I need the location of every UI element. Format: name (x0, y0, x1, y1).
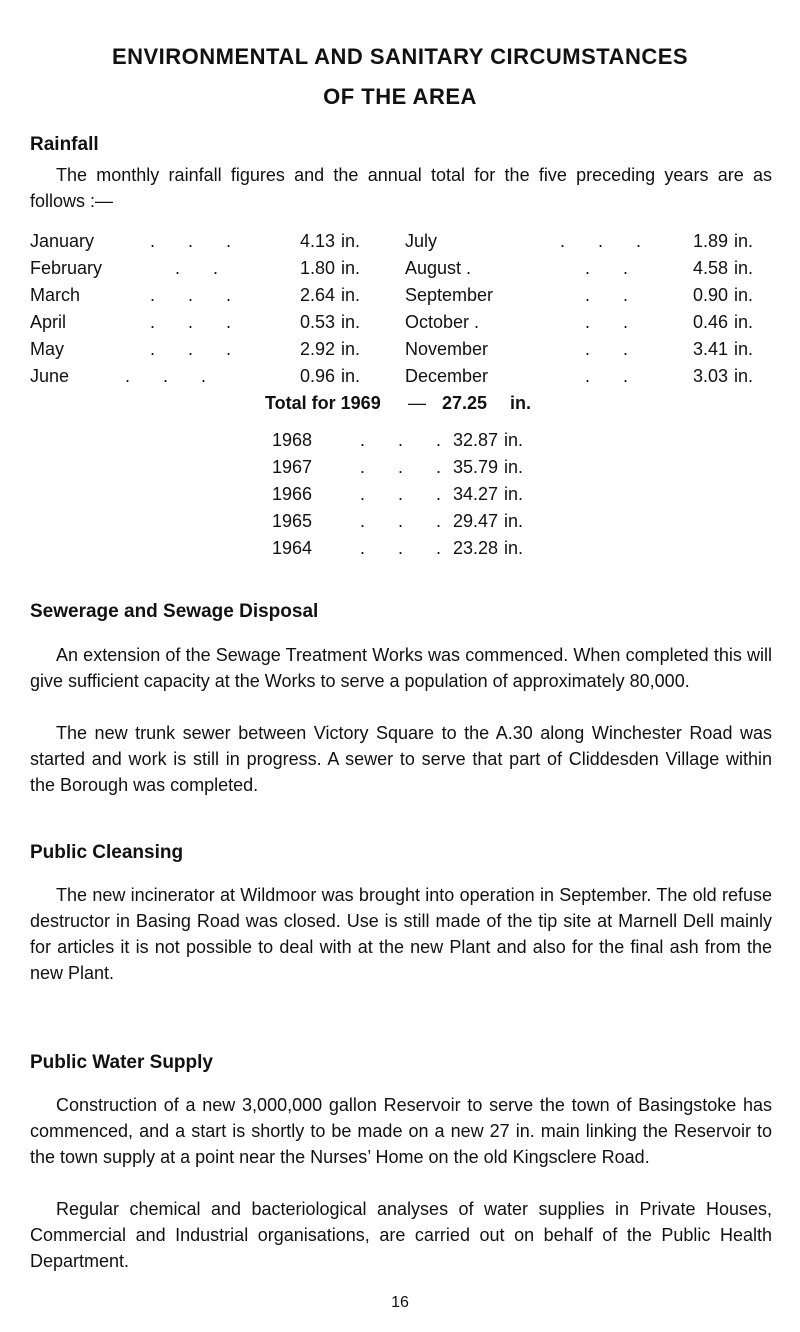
total-dash: — (408, 393, 426, 413)
page-subtitle: OF THE AREA (323, 84, 477, 109)
total-label: Total for 1969 (265, 393, 381, 413)
leader-dots: . . . (360, 484, 456, 504)
rainfall-total-row (0, 389, 800, 417)
rainfall-year-row (0, 534, 800, 562)
rainfall-month-row (0, 227, 800, 255)
leader-dots: . . . (150, 285, 246, 305)
month-name: October . (405, 312, 480, 332)
leader-dots: . . (585, 366, 643, 386)
month-value: 0.90 (692, 285, 728, 305)
year-label: 1964 (272, 538, 313, 558)
year-value: 35.79 (452, 457, 498, 477)
year-value: 32.87 (452, 430, 498, 450)
month-value: 2.92 (299, 339, 335, 359)
unit-label: in. (734, 366, 754, 386)
month-value: 4.58 (692, 258, 728, 278)
year-label: 1967 (272, 457, 313, 477)
unit-label: in. (734, 285, 754, 305)
unit-label: in. (504, 484, 524, 504)
unit-label: in. (341, 258, 361, 278)
leader-dots: . . (585, 285, 643, 305)
month-name: February (30, 258, 103, 278)
rainfall-month-row (0, 308, 800, 336)
total-unit: in. (510, 393, 531, 413)
month-name: August . (405, 258, 472, 278)
page-number: 16 (391, 1294, 409, 1311)
total-value: 27.25 (442, 393, 488, 413)
unit-label: in. (341, 339, 361, 359)
year-label: 1966 (272, 484, 313, 504)
month-name: November (405, 339, 489, 359)
unit-label: in. (341, 231, 361, 251)
month-value: 1.80 (299, 258, 335, 278)
month-value: 0.46 (692, 312, 728, 332)
unit-label: in. (734, 339, 754, 359)
leader-dots: . . . (150, 231, 246, 251)
rainfall-year-row (0, 426, 800, 454)
water-supply-paragraph-2: Regular chemical and bacteriological analyses of water supplies in Private Houses, Commercial and Industrial organisations, are carried out on behalf of the Public Health Department. (30, 1199, 772, 1271)
unit-label: in. (504, 457, 524, 477)
leader-dots: . . . (360, 511, 456, 531)
unit-label: in. (504, 511, 524, 531)
leader-dots: . . . (360, 457, 456, 477)
sewerage-heading: Sewerage and Sewage Disposal (30, 601, 319, 622)
leader-dots: . . . (150, 312, 246, 332)
leader-dots: . . . (150, 339, 246, 359)
unit-label: in. (504, 538, 524, 558)
month-value: 2.64 (299, 285, 335, 305)
month-name: September (405, 285, 494, 305)
rainfall-year-row (0, 453, 800, 481)
unit-label: in. (734, 258, 754, 278)
year-value: 34.27 (452, 484, 498, 504)
month-value: 0.96 (299, 366, 335, 386)
year-label: 1968 (272, 430, 313, 450)
leader-dots: . . (585, 312, 643, 332)
unit-label: in. (341, 366, 361, 386)
month-name: January (30, 231, 95, 251)
rainfall-year-row (0, 480, 800, 508)
leader-dots: . . . (360, 538, 456, 558)
leader-dots: . . . (360, 430, 456, 450)
leader-dots: . . (585, 258, 643, 278)
month-value: 4.13 (299, 231, 335, 251)
cleansing-paragraph: The new incinerator at Wildmoor was brought into operation in September. The old refuse destructor in Basing Road was closed. Use is still made of the tip site at Marnell Dell mainly for articles it is not possible to deal with at the new Plant and also for the final ash from the new Plant. (30, 885, 772, 983)
water-supply-heading: Public Water Supply (30, 1052, 213, 1073)
page-title: ENVIRONMENTAL AND SANITARY CIRCUMSTANCES (111, 44, 689, 69)
cleansing-heading: Public Cleansing (30, 842, 184, 863)
sewerage-paragraph-2: The new trunk sewer between Victory Square to the A.30 along Winchester Road was started and work is still in progress. A sewer to serve that part of Cliddesden Village within the Borough was completed. (30, 723, 772, 795)
rainfall-month-row (0, 362, 800, 390)
month-name: July (405, 231, 438, 251)
month-value: 0.53 (299, 312, 335, 332)
unit-label: in. (734, 312, 754, 332)
unit-label: in. (504, 430, 524, 450)
leader-dots: . . (585, 339, 643, 359)
leader-dots: . . . (560, 231, 656, 251)
month-name: June (30, 366, 70, 386)
leader-dots: . . . (125, 366, 221, 386)
rainfall-year-row (0, 507, 800, 535)
unit-label: in. (341, 285, 361, 305)
month-value: 3.03 (692, 366, 728, 386)
unit-label: in. (341, 312, 361, 332)
month-name: April (30, 312, 67, 332)
month-value: 3.41 (692, 339, 728, 359)
rainfall-heading: Rainfall (30, 134, 99, 155)
month-name: May (30, 339, 65, 359)
month-name: March (30, 285, 81, 305)
water-supply-paragraph-1: Construction of a new 3,000,000 gallon Reservoir to serve the town of Basingstoke has commenced, and a start is shortly to be made on a new 27 in. main linking the Reservoir to the town supply at a point near the Nurses’ Home on the old Kingsclere Road. (30, 1095, 772, 1167)
sewerage-paragraph-1: An extension of the Sewage Treatment Works was commenced. When completed this will give sufficient capacity at the Works to serve a population of approximately 80,000. (30, 645, 772, 691)
unit-label: in. (734, 231, 754, 251)
rainfall-month-row (0, 281, 800, 309)
year-value: 29.47 (452, 511, 498, 531)
rainfall-intro: The monthly rainfall figures and the annual total for the five preceding years are as follows :— (30, 165, 772, 211)
month-value: 1.89 (692, 231, 728, 251)
rainfall-month-row (0, 254, 800, 282)
leader-dots: . . (175, 258, 233, 278)
year-value: 23.28 (452, 538, 498, 558)
year-label: 1965 (272, 511, 313, 531)
rainfall-month-row (0, 335, 800, 363)
month-name: December (405, 366, 489, 386)
